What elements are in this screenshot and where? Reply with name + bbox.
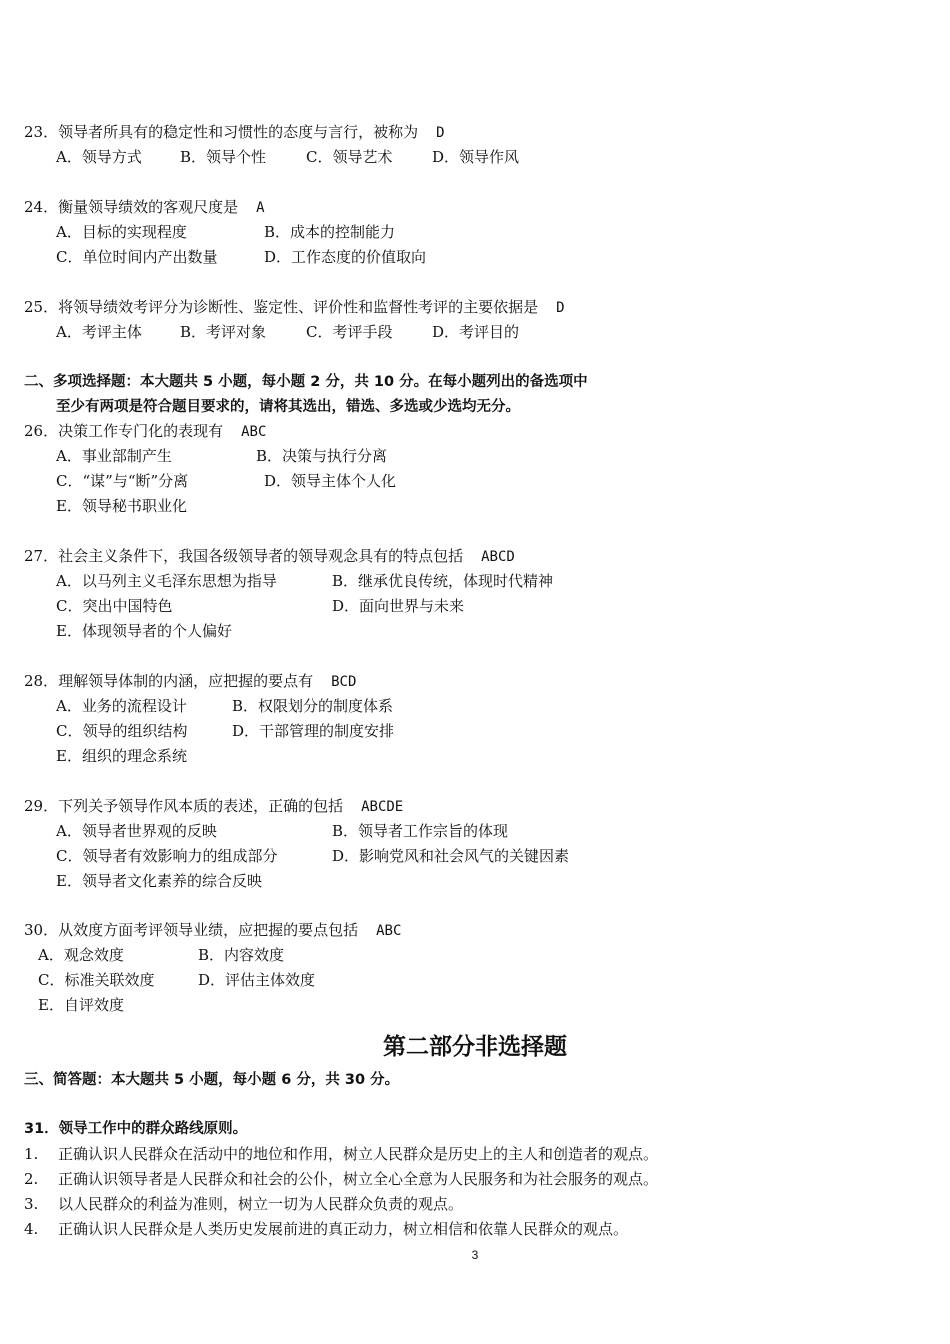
option-c: C．单位时间内产出数量 <box>56 248 218 266</box>
question-28-option-e: E．组织的理念系统 <box>56 747 187 765</box>
option-a: A．领导方式 <box>56 148 142 166</box>
option-c: C．领导者有效影响力的组成部分 <box>56 847 278 865</box>
option-b: B．内容效度 <box>198 946 285 964</box>
page-number: 3 <box>471 1248 479 1262</box>
question-31-title: 31．领导工作中的群众路线原则。 <box>24 1121 248 1137</box>
option-b: B．领导者工作宗旨的体现 <box>332 822 509 840</box>
question-24-answer: A <box>256 200 265 216</box>
list-item: 1. 正确认识人民群众在活动中的地位和作用，树立人民群众是历史上的主人和创造者的观点。 <box>24 1145 659 1163</box>
question-23-stem: 23．领导者所具有的稳定性和习惯性的态度与言行，被称为 D <box>24 123 445 141</box>
option-d: D．领导主体个人化 <box>264 472 397 490</box>
option-d: D．面向世界与未来 <box>332 597 465 615</box>
option-d: D．工作态度的价值取向 <box>264 248 427 266</box>
option-a: A．业务的流程设计 <box>56 697 187 715</box>
question-24-stem: 24．衡量领导绩效的客观尺度是 A <box>24 198 265 216</box>
option-d: D．领导作风 <box>432 148 520 166</box>
question-24-options-row2 <box>56 247 426 267</box>
question-26-answer: ABC <box>241 424 267 440</box>
question-30-option-e: E．自评效度 <box>38 996 124 1014</box>
question-27-answer: ABCD <box>481 549 515 565</box>
question-23-answer: D <box>436 125 445 141</box>
option-b: B．考评对象 <box>180 323 267 341</box>
question-28-answer: BCD <box>331 674 357 690</box>
list-item: 3. 以人民群众的利益为准则，树立一切为人民群众负责的观点。 <box>24 1195 464 1213</box>
question-25-options <box>56 322 519 342</box>
option-c: C．“谋”与“断”分离 <box>56 472 189 490</box>
list-item: 2. 正确认识领导者是人民群众和社会的公仆，树立全心全意为人民服务和为社会服务的观点。 <box>24 1170 659 1188</box>
question-26-options-row1 <box>56 446 387 466</box>
question-26-options-row2 <box>56 471 396 491</box>
question-29-option-e: E．领导者文化素养的综合反映 <box>56 872 262 890</box>
option-d: D．考评目的 <box>432 323 520 341</box>
question-29-options-row2 <box>56 846 569 866</box>
option-a: A．观念效度 <box>38 946 124 964</box>
question-27-option-e: E．体现领导者的个人偏好 <box>56 622 232 640</box>
option-c: C．标准关联效度 <box>38 971 155 989</box>
option-d: D．干部管理的制度安排 <box>232 722 395 740</box>
option-a: A．事业部制产生 <box>56 447 172 465</box>
option-b: B．领导个性 <box>180 148 267 166</box>
option-c: C．领导的组织结构 <box>56 722 188 740</box>
option-d: D．评估主体效度 <box>198 971 316 989</box>
option-d: D．影响党风和社会风气的关键因素 <box>332 847 570 865</box>
question-27-options-row2 <box>56 596 464 616</box>
part-2-title: 第二部分非选择题 <box>383 1034 567 1060</box>
option-b: B．决策与执行分离 <box>256 447 388 465</box>
question-30-options-row1 <box>38 945 284 965</box>
question-26-stem: 26．决策工作专门化的表现有 ABC <box>24 422 267 440</box>
option-c: C．突出中国特色 <box>56 597 173 615</box>
question-26-option-e: E．领导秘书职业化 <box>56 497 187 515</box>
question-30-answer: ABC <box>376 923 402 939</box>
option-c: C．考评手段 <box>306 323 393 341</box>
list-item: 4. 正确认识人民群众是人类历史发展前进的真正动力，树立相信和依靠人民群众的观点。 <box>24 1220 629 1238</box>
section-3-heading: 三、简答题：本大题共 5 小题，每小题 6 分，共 30 分。 <box>24 1072 400 1088</box>
question-29-stem: 29．下列关予领导作风本质的表述，正确的包括 ABCDE <box>24 797 404 815</box>
question-30-options-row2 <box>38 970 315 990</box>
question-30-stem: 30．从效度方面考评领导业绩，应把握的要点包括 ABC <box>24 921 402 939</box>
question-27-stem: 27．社会主义条件下，我国各级领导者的领导观念具有的特点包括 ABCD <box>24 547 515 565</box>
option-a: A．以马列主义毛泽东思想为指导 <box>56 572 277 590</box>
question-28-stem: 28．理解领导体制的内涵，应把握的要点有 BCD <box>24 672 357 690</box>
section-2-heading-cont: 至少有两项是符合题目要求的，请将其选出，错选、多选或少选均无分。 <box>56 399 520 415</box>
question-23-options <box>56 147 519 167</box>
question-25-answer: D <box>556 300 565 316</box>
option-b: B．权限划分的制度体系 <box>232 697 394 715</box>
option-c: C．领导艺术 <box>306 148 393 166</box>
option-b: B．继承优良传统，体现时代精神 <box>332 572 554 590</box>
question-25-stem: 25．将领导绩效考评分为诊断性、鉴定性、评价性和监督性考评的主要依据是 D <box>24 298 565 316</box>
question-27-options-row1 <box>56 571 553 591</box>
question-24-options-row1 <box>56 222 395 242</box>
question-29-options-row1 <box>56 821 508 841</box>
option-a: A．考评主体 <box>56 323 142 341</box>
option-a: A．目标的实现程度 <box>56 223 187 241</box>
question-28-options-row2 <box>56 721 394 741</box>
option-a: A．领导者世界观的反映 <box>56 822 217 840</box>
question-29-answer: ABCDE <box>361 799 404 815</box>
section-2-heading: 二、多项选择题：本大题共 5 小题，每小题 2 分，共 10 分。在每小题列出的备选项中 <box>24 374 588 390</box>
option-b: B．成本的控制能力 <box>264 223 396 241</box>
question-28-options-row1 <box>56 696 393 716</box>
